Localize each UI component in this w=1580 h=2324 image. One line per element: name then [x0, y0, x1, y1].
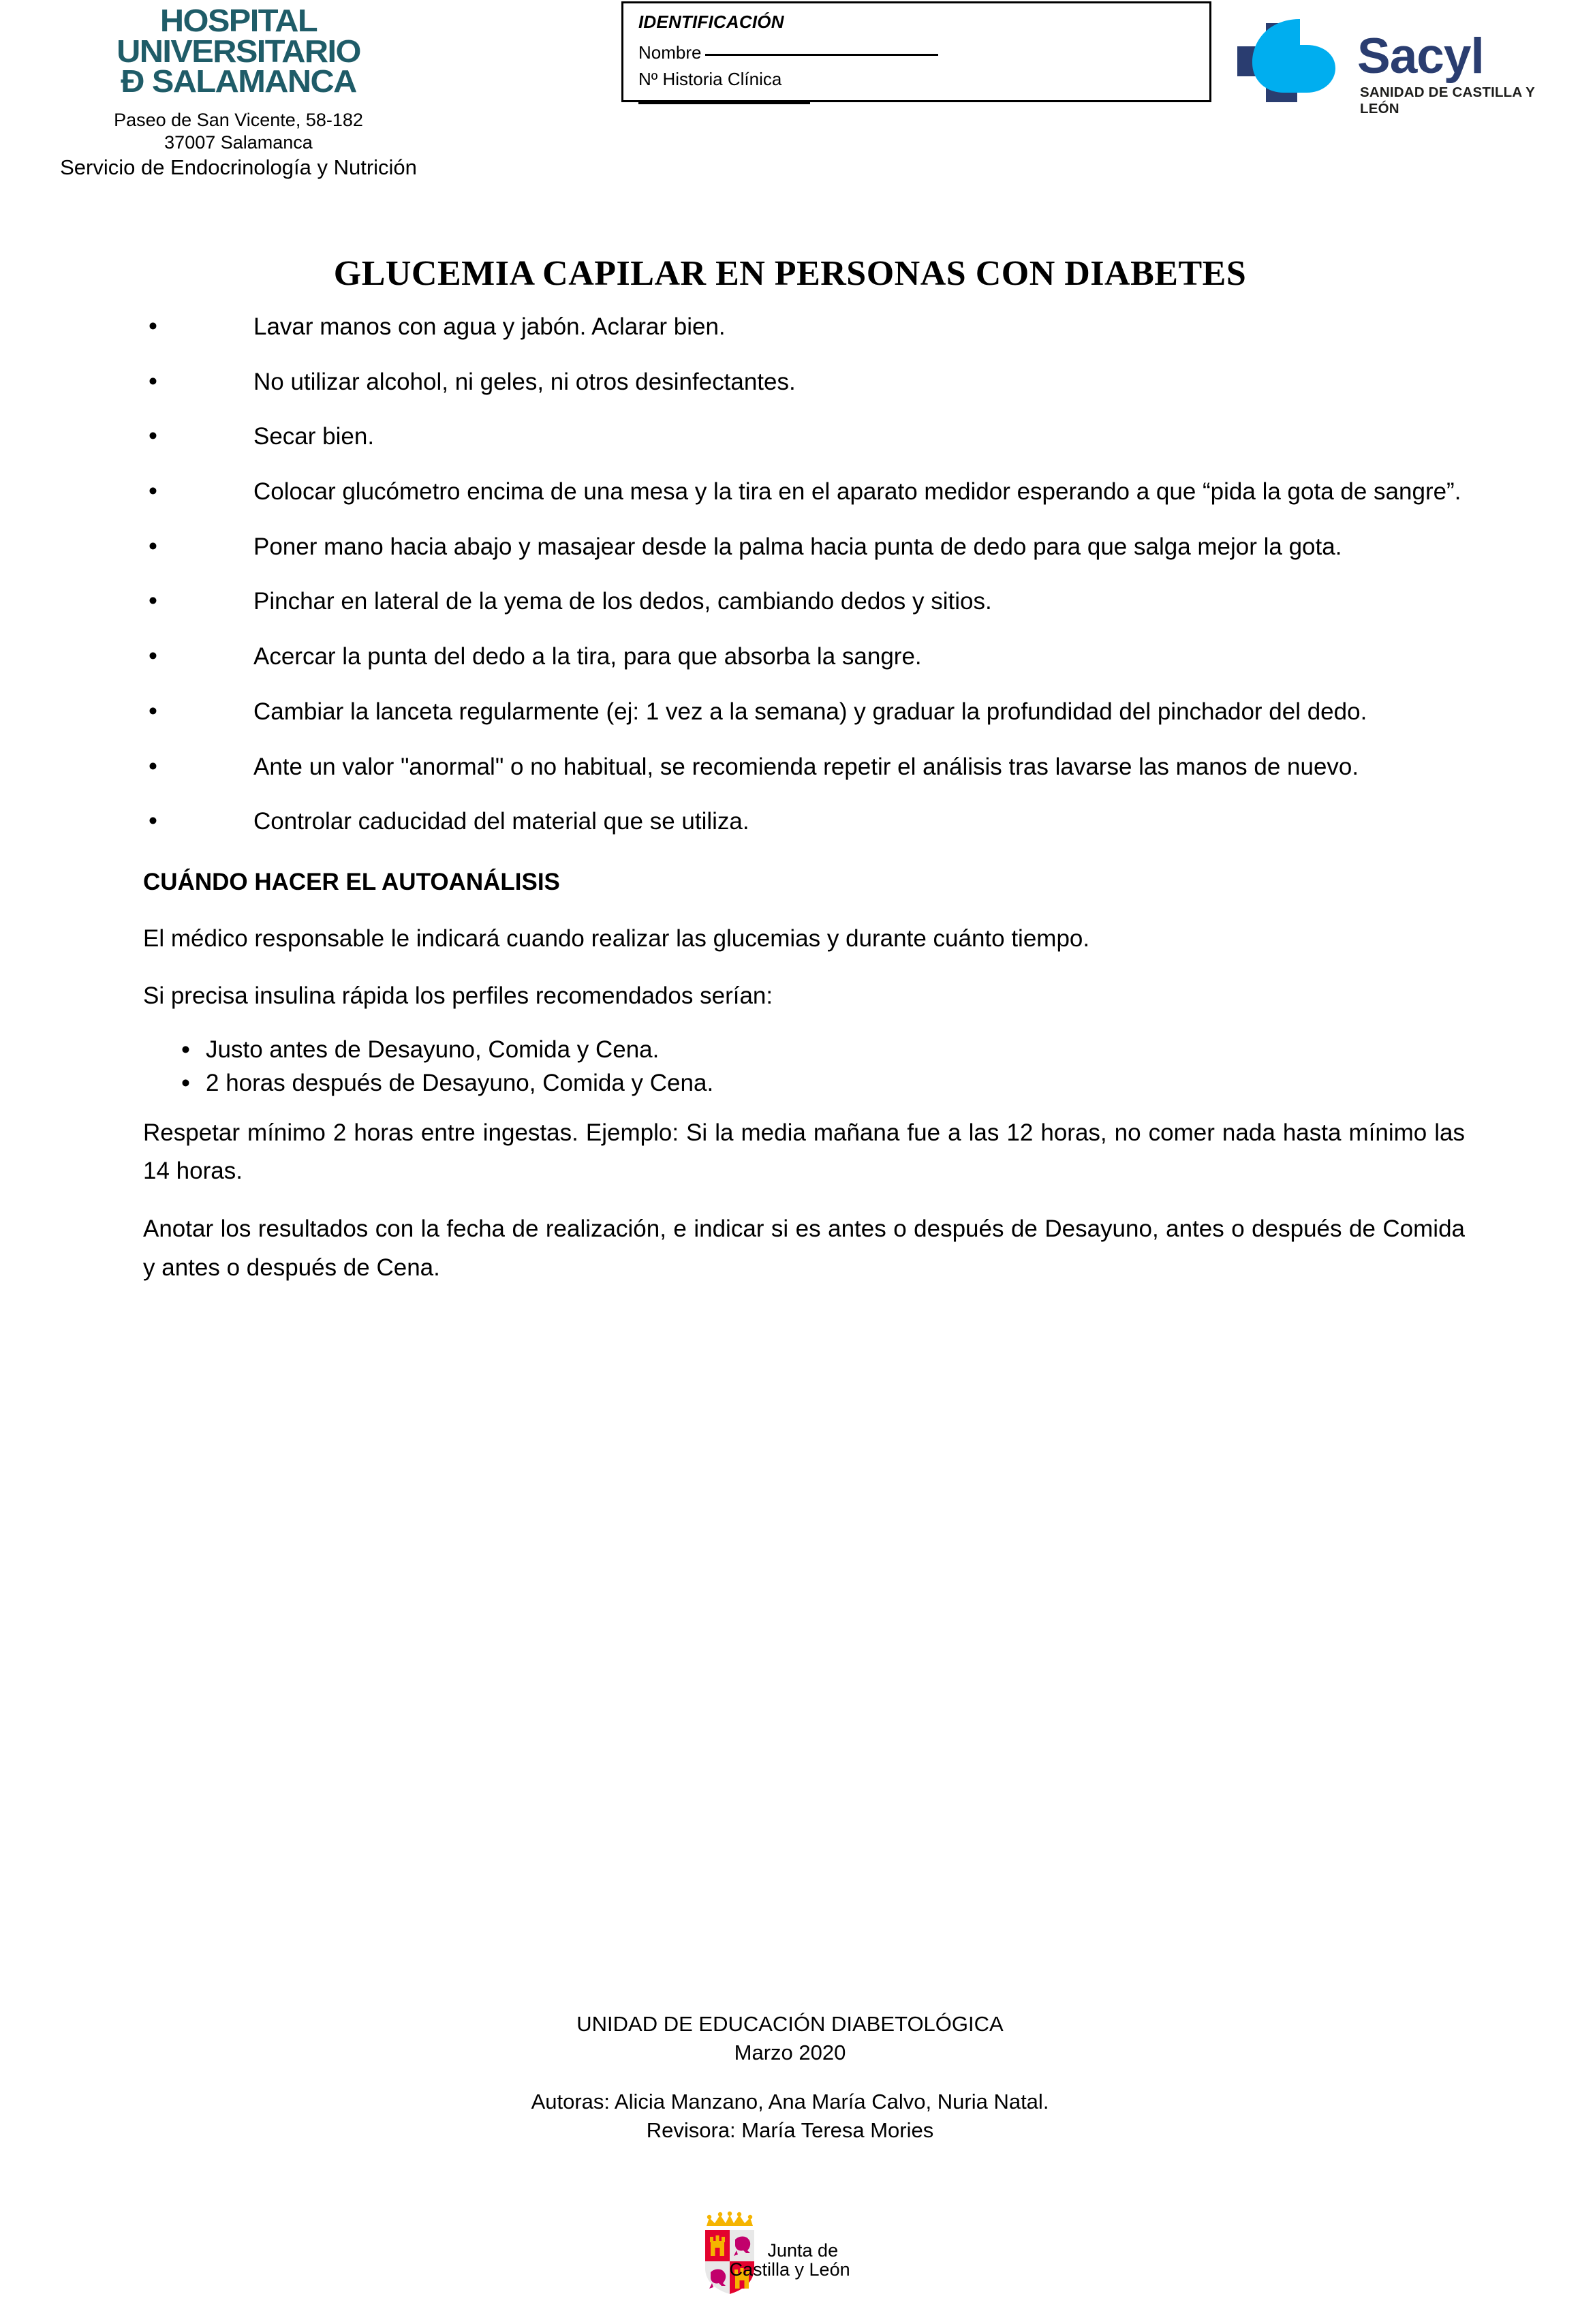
- hospital-logo-line2: UNIVERSITARIO: [117, 33, 360, 69]
- paragraph-insulin-profiles: Si precisa insulina rápida los perfiles recomendados serían:: [143, 982, 773, 1010]
- clinical-record-row: [638, 69, 1197, 104]
- hospital-logo-line1: HOSPITAL: [159, 3, 317, 38]
- footer-spacer: [0, 2067, 1580, 2088]
- profile-list: [143, 1035, 1465, 1099]
- sacyl-mark-icon: [1226, 14, 1363, 104]
- address-department: Servicio de Endocrinología y Nutrición: [60, 155, 417, 179]
- identification-box: [621, 1, 1211, 102]
- list-item: • Pinchar en lateral de la yema de los dedos, cambiando dedos y sitios.: [143, 583, 1465, 621]
- clinical-record-label: Nº Historia Clínica: [638, 69, 782, 89]
- hospital-logo-line3: Ð SALAMANCA: [121, 63, 356, 99]
- clinical-record-field[interactable]: [638, 102, 810, 104]
- junta-wordmark: [729, 2240, 850, 2280]
- list-item: • Lavar manos con agua y jabón. Aclarar bien.: [143, 308, 1465, 347]
- address-city: 37007 Salamanca: [164, 131, 313, 153]
- patient-name-label: Nombre: [638, 42, 702, 63]
- list-item: • 2 horas después de Desayuno, Comida y Cena.: [143, 1068, 1465, 1099]
- hospital-address: [0, 109, 477, 181]
- address-street: Paseo de San Vicente, 58-182: [114, 109, 363, 130]
- hospital-identity: [0, 5, 477, 181]
- footer-reviewer: Revisora: María Teresa Mories: [646, 2118, 934, 2143]
- list-item: • Controlar caducidad del material que se utiliza.: [143, 803, 1465, 841]
- junta-line2: Castilla y León: [729, 2259, 850, 2280]
- list-item: • Justo antes de Desayuno, Comida y Cena.: [143, 1035, 1465, 1066]
- sacyl-wordmark: Sacyl: [1357, 29, 1484, 84]
- junta-castilla-leon-logo: [0, 2211, 1580, 2306]
- list-item: • Ante un valor "anormal" o no habitual, se recomienda repetir el análisis tras lavarse las manos de nuevo.: [143, 748, 1465, 787]
- patient-name-row: [638, 42, 1197, 63]
- page-title: GLUCEMIA CAPILAR EN PERSONAS CON DIABETES: [333, 254, 1247, 293]
- paragraph-record-results: Anotar los resultados con la fecha de realización, e indicar si es antes o después de Desayuno, antes o después de Comida y antes o después de Cena.: [143, 1215, 1465, 1281]
- list-item: • Secar bien.: [143, 418, 1465, 456]
- footer-date: Marzo 2020: [734, 2041, 846, 2065]
- list-item: • Poner mano hacia abajo y masajear desde la palma hacia punta de dedo para que salga mejor la gota.: [143, 528, 1465, 567]
- list-item: • Cambiar la lanceta regularmente (ej: 1 vez a la semana) y graduar la profundidad del pinchador del dedo.: [143, 693, 1465, 732]
- document-body: [143, 308, 1465, 1306]
- sacyl-logo: [1226, 8, 1567, 117]
- footer-authors: Autoras: Alicia Manzano, Ana María Calvo, Nuria Natal.: [531, 2090, 1049, 2114]
- footer-unit: UNIDAD DE EDUCACIÓN DIABETOLÓGICA: [576, 2012, 1004, 2036]
- section-heading-autoanalisis: CUÁNDO HACER EL AUTOANÁLISIS: [143, 868, 560, 895]
- paragraph-doctor-indication: El médico responsable le indicará cuando realizar las glucemias y durante cuánto tiempo.: [143, 925, 1090, 952]
- junta-line1: Junta de: [767, 2240, 839, 2261]
- sacyl-tagline: SANIDAD DE CASTILLA Y LEÓN: [1360, 84, 1535, 117]
- list-item: • Colocar glucómetro encima de una mesa y la tira en el aparato medidor esperando a que “pida la gota de sangre”.: [143, 473, 1465, 512]
- document-header: [0, 0, 1580, 235]
- list-item: • No utilizar alcohol, ni geles, ni otros desinfectantes.: [143, 363, 1465, 402]
- list-item: • Acercar la punta del dedo a la tira, para que absorba la sangre.: [143, 638, 1465, 677]
- hospital-logo: [0, 5, 491, 97]
- identification-title: IDENTIFICACIÓN: [638, 12, 784, 32]
- junta-shield-icon: [692, 2211, 768, 2297]
- paragraph-minimum-hours: Respetar mínimo 2 horas entre ingestas. Ejemplo: Si la media mañana fue a las 12 horas, no comer nada hasta mínimo las 14 horas.: [143, 1119, 1465, 1185]
- patient-name-field[interactable]: [705, 54, 938, 56]
- document-footer: [0, 2010, 1580, 2145]
